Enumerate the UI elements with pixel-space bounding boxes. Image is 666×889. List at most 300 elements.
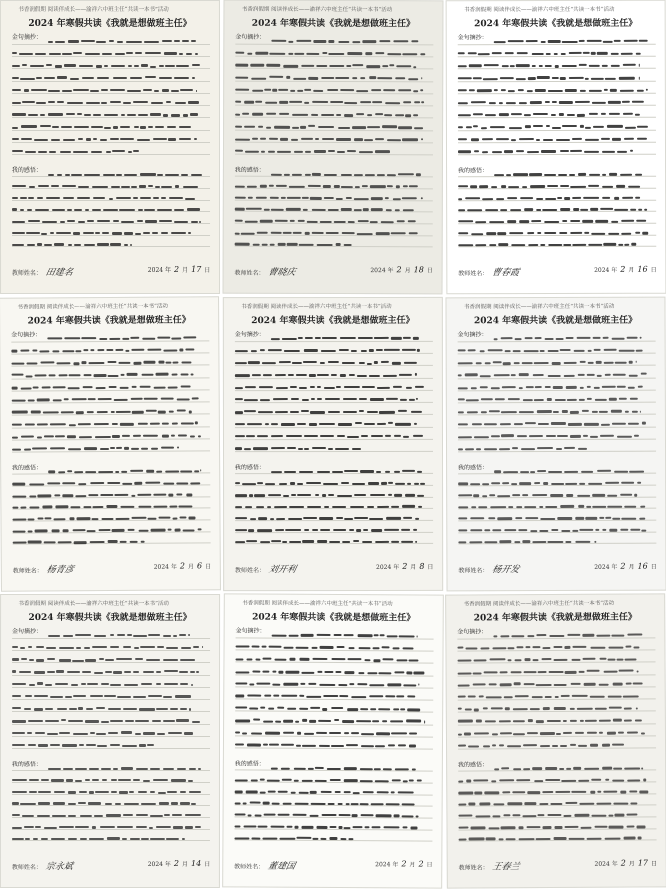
handwriting-stroke [562,780,576,782]
handwriting-stroke [417,471,422,473]
handwriting-stroke [572,695,588,697]
handwriting-stroke [12,436,18,438]
handwriting-stroke [588,350,592,352]
handwriting-stroke [27,399,34,401]
handwriting-stroke [567,114,575,116]
handwriting-stroke [624,411,629,413]
handwriting-stroke [402,826,407,828]
handwriting-stroke [252,670,260,672]
handwriting-stroke [20,646,25,648]
handwriting-stroke [376,52,385,54]
handwriting-stroke [546,125,550,127]
handwriting-stroke [69,374,81,376]
handwriting-stroke [352,77,357,79]
handwriting-stroke [519,838,534,840]
handwriting-stroke [415,386,424,388]
ruled-line [458,414,656,416]
handwriting-stroke [354,494,367,496]
sheet-title: 2024 年寒假共读《我就是想做班主任》 [225,610,443,624]
handwriting-stroke [78,802,85,804]
handwriting-stroke [481,411,488,413]
handwriting-stroke [388,482,393,484]
handwriting-stroke [458,780,464,782]
ruled-line [458,68,656,70]
handwriting-stroke [564,362,577,364]
handwriting-stroke [573,208,579,210]
handwriting-stroke [398,744,406,746]
handwriting-stroke [28,541,41,543]
handwriting-stroke [305,174,311,176]
handwriting-stroke [562,41,577,43]
handwriting-stroke [589,482,602,484]
handwriting-stroke [156,671,161,673]
ruled-line [12,662,210,663]
handwriting-stroke [559,232,567,234]
handwriting-stroke [516,646,523,648]
handwriting-stroke [302,65,315,67]
handwriting-stroke [538,671,547,673]
handwriting-stroke [594,349,601,351]
sheet-title: 2024 年寒假共读《我就是想做班主任》 [447,16,665,30]
handwriting-stroke [130,838,140,840]
handwriting-stroke [500,635,510,637]
sheet-footer [12,859,210,872]
handwriting-stroke [344,114,353,116]
handwriting-stroke [458,436,472,438]
handwriting-stroke [252,90,263,92]
handwriting-stroke [550,635,565,637]
handwriting-stroke [37,436,42,438]
handwriting-stroke [458,185,468,187]
handwriting-stroke [52,815,65,817]
handwriting-stroke [404,361,417,363]
handwriting-stroke [37,495,51,497]
handwriting-stroke [391,791,395,793]
handwriting-stroke [253,447,269,449]
handwriting-stroke [310,791,317,793]
quote-label: 金句摘抄： [12,626,42,635]
handwriting-stroke [372,720,379,722]
handwriting-stroke [124,684,139,686]
handwriting-stroke [310,707,320,709]
handwriting-stroke [465,448,474,450]
handwriting-stroke [170,708,178,710]
handwriting-stroke [12,814,20,816]
handwriting-stroke [72,529,85,531]
handwriting-stroke [143,732,154,734]
handwriting-stroke [622,232,632,234]
handwriting-stroke [508,803,522,805]
quote-label: 金句摘抄： [236,625,266,634]
handwriting-stroke [12,720,26,722]
handwriting-stroke [513,768,521,770]
handwriting-stroke [273,398,288,400]
handwriting-stroke [535,89,546,91]
teacher-signature: 王春兰 [491,859,521,872]
handwriting-stroke [84,374,91,376]
handwriting-stroke [62,90,72,92]
handwriting-stroke [133,671,139,673]
handwriting-stroke [88,494,98,496]
ruled-line [235,56,433,58]
handwriting-stroke [12,65,20,67]
day-label: 日 [205,564,211,571]
handwriting-stroke [283,231,292,233]
handwriting-stroke [288,374,294,376]
handwriting-stroke [93,374,106,376]
handwriting-stroke [61,719,66,721]
handwriting-stroke [457,672,471,674]
handwriting-stroke [312,101,327,103]
ruled-line [235,154,433,156]
handwriting-stroke [591,52,595,54]
handwriting-stroke [103,174,115,176]
handwriting-stroke [490,506,506,508]
handwriting-stroke [476,448,482,450]
handwriting-stroke [458,387,468,389]
handwriting-stroke [186,348,194,350]
handwriting-stroke [480,350,485,352]
handwriting-stroke [121,221,134,223]
handwriting-stroke [250,802,261,804]
date-day: 6 [197,562,202,571]
handwriting-stroke [56,232,71,234]
handwriting-stroke [339,349,350,351]
handwriting-stroke [117,696,131,698]
handwriting-stroke [134,126,139,128]
handwriting-stroke [48,174,55,176]
handwriting-stroke [134,647,138,649]
handwriting-stroke [544,232,555,234]
handwriting-stroke [51,185,58,187]
handwriting-stroke [584,232,589,234]
handwriting-stroke [612,719,621,721]
handwriting-stroke [244,410,256,412]
handwriting-stroke [357,375,367,377]
handwriting-stroke [615,814,625,816]
handwriting-stroke [512,447,518,449]
handwriting-stroke [587,398,592,400]
handwriting-stroke [185,198,194,200]
handwriting-stroke [625,126,635,128]
handwriting-stroke [246,435,254,437]
handwriting-stroke [370,197,383,199]
handwriting-stroke [12,791,27,793]
quote-label: 金句摘抄： [12,32,42,41]
handwriting-stroke [343,244,351,246]
handwriting-stroke [277,518,285,520]
handwriting-stroke [279,101,287,103]
handwriting-stroke [367,114,373,116]
sheet-header: 书香润假期 阅读伴成长——渝祥六中班主任“共读一本书”活动 [18,5,168,13]
handwriting-stroke [513,173,528,175]
handwriting-stroke [59,826,73,828]
handwriting-stroke [577,708,593,710]
handwriting-stroke [354,138,363,140]
handwriting-stroke [118,362,131,364]
handwriting-stroke [301,780,313,782]
handwriting-stroke [536,634,547,636]
handwriting-stroke [566,386,577,388]
handwriting-stroke [365,659,371,661]
handwriting-stroke [133,435,141,437]
handwriting-stroke [548,350,559,352]
handwriting-stroke [235,671,249,673]
ruled-line [458,389,656,391]
handwriting-stroke [464,733,471,735]
handwriting-stroke [181,422,193,424]
handwriting-stroke [38,151,46,153]
handwriting-stroke [299,658,309,660]
handwriting-stroke [619,77,635,79]
handwriting-stroke [354,198,369,200]
handwriting-stroke [513,683,520,685]
handwriting-stroke [244,825,257,827]
handwriting-stroke [630,398,638,400]
handwriting-stroke [311,398,315,400]
handwriting-stroke [166,838,179,840]
handwriting-stroke [277,243,286,245]
handwriting-stroke [458,77,472,79]
handwriting-stroke [12,744,25,746]
handwriting-stroke [359,410,364,412]
handwriting-stroke [94,672,103,674]
handwriting-stroke [641,732,645,734]
handwriting-stroke [183,114,188,116]
handwriting-stroke [235,517,247,519]
handwriting-stroke [268,349,282,351]
handwriting-stroke [40,125,51,127]
handwriting-stroke [564,826,579,828]
handwriting-stroke [543,482,548,484]
handwriting-stroke [491,387,500,389]
sheet-title: 2024 年寒假共读《我就是想做班主任》 [447,313,665,327]
handwriting-stroke [477,90,492,92]
handwriting-stroke [545,506,556,508]
handwriting-stroke [21,387,32,389]
handwriting-stroke [599,719,611,721]
handwriting-stroke [143,232,150,234]
ruled-line [458,142,656,144]
handwriting-stroke [602,64,607,66]
ruled-line [458,188,656,190]
handwriting-stroke [12,683,26,685]
ruled-line [12,817,210,818]
handwriting-stroke [415,518,419,520]
reading-note-sheet [0,296,221,591]
handwriting-stroke [617,151,627,153]
handwriting-stroke [403,337,411,339]
handwriting-stroke [132,411,143,413]
handwriting-stroke [485,114,496,116]
handwriting-stroke [316,386,320,388]
handwriting-stroke [157,209,172,211]
handwriting-stroke [138,505,152,507]
handwriting-stroke [315,767,324,769]
handwriting-stroke [113,77,128,79]
handwriting-stroke [163,114,168,116]
handwriting-stroke [493,647,506,649]
handwriting-stroke [124,174,137,176]
ruled-line [458,508,656,510]
handwriting-stroke [124,244,128,246]
handwriting-stroke [413,66,416,68]
handwriting-stroke [570,720,577,722]
handwriting-stroke [364,139,373,141]
handwriting-stroke [176,494,183,496]
handwriting-stroke [66,113,75,115]
handwriting-stroke [86,708,94,710]
quote-handwriting [457,328,656,457]
date-line [370,265,433,274]
handwriting-stroke [528,792,540,794]
handwriting-stroke [297,483,303,485]
handwriting-stroke [116,174,122,176]
handwriting-stroke [363,529,368,531]
handwriting-stroke [314,779,326,781]
handwriting-stroke [614,40,621,42]
handwriting-stroke [544,101,550,103]
handwriting-stroke [533,125,542,127]
handwriting-stroke [501,89,505,91]
handwriting-stroke [38,744,48,746]
ruled-line [235,341,433,342]
handwriting-stroke [468,838,484,840]
handwriting-stroke [569,708,574,710]
handwriting-stroke [320,362,325,364]
handwriting-stroke [414,90,419,92]
handwriting-stroke [375,541,388,543]
handwriting-stroke [610,53,618,55]
handwriting-stroke [629,374,638,376]
handwriting-stroke [283,65,298,67]
handwriting-stroke [288,53,293,55]
sheet-header: 书香润假期 阅读伴成长——渝祥六中班主任“共读一本书”活动 [464,5,614,13]
handwriting-stroke [190,373,193,375]
date-month: 2 [174,265,179,274]
handwriting-stroke [483,198,494,200]
handwriting-stroke [122,745,137,747]
handwriting-stroke [47,733,58,735]
handwriting-stroke [388,744,394,746]
date-line [594,859,657,868]
handwriting-stroke [297,732,301,734]
handwriting-stroke [244,448,251,450]
handwriting-stroke [279,483,287,485]
handwriting-stroke [278,88,288,90]
handwriting-stroke [529,244,539,246]
handwriting-stroke [329,732,341,734]
handwriting-stroke [413,529,418,531]
handwriting-stroke [513,362,519,364]
teacher-label: 教师姓名： [234,864,264,871]
handwriting-stroke [308,375,315,377]
handwriting-stroke [176,65,189,67]
handwriting-stroke [370,398,383,400]
handwriting-stroke [78,138,83,140]
handwriting-stroke [48,90,60,92]
handwriting-stroke [395,114,404,116]
handwriting-stroke [58,471,64,473]
handwriting-stroke [334,221,346,223]
handwriting-stroke [532,646,540,648]
handwriting-stroke [324,387,335,389]
handwriting-stroke [55,435,65,437]
ruled-line [235,698,433,700]
handwriting-stroke [328,448,332,450]
handwriting-stroke [78,221,85,223]
handwriting-stroke [177,399,190,401]
handwriting-stroke [242,113,249,115]
handwriting-stroke [36,659,44,661]
handwriting-stroke [29,791,37,793]
handwriting-stroke [292,362,302,364]
handwriting-stroke [110,684,121,686]
handwriting-stroke [614,767,622,769]
handwriting-stroke [281,744,294,746]
ruled-line [12,805,210,806]
handwriting-stroke [458,448,463,450]
handwriting-stroke [567,399,576,401]
handwriting-stroke [363,791,374,793]
ruled-line [235,176,433,178]
handwriting-stroke [161,435,169,437]
handwriting-stroke [631,411,637,413]
handwriting-stroke [349,529,354,531]
handwriting-stroke [624,719,632,721]
handwriting-stroke [57,174,62,176]
handwriting-stroke [265,88,271,90]
handwriting-stroke [458,412,464,414]
handwriting-stroke [12,127,18,129]
handwriting-stroke [458,126,464,128]
handwriting-stroke [387,684,401,686]
reflection-handwriting [458,758,657,847]
handwriting-stroke [311,114,318,116]
handwriting-stroke [395,483,405,485]
handwriting-stroke [375,780,389,782]
handwriting-stroke [70,506,80,508]
handwriting-stroke [573,530,578,532]
quote-handwriting [12,32,210,161]
handwriting-stroke [92,186,108,188]
handwriting-stroke [473,77,482,79]
handwriting-stroke [579,483,585,485]
date-month: 2 [180,562,185,571]
handwriting-stroke [245,506,252,508]
handwriting-stroke [176,719,189,721]
handwriting-stroke [411,41,418,43]
handwriting-stroke [150,529,166,531]
handwriting-stroke [478,506,488,508]
handwriting-stroke [73,52,82,54]
month-label: 月 [409,862,415,869]
handwriting-stroke [22,101,35,103]
handwriting-stroke [73,695,86,697]
ruled-line [458,473,656,475]
handwriting-stroke [351,696,366,698]
ruled-line [235,637,433,639]
handwriting-stroke [43,411,58,413]
handwriting-stroke [493,635,497,637]
handwriting-stroke [564,470,578,472]
handwriting-stroke [312,647,317,649]
handwriting-stroke [100,139,108,141]
handwriting-stroke [235,720,250,722]
handwriting-stroke [513,708,528,710]
handwriting-stroke [621,53,633,55]
handwriting-stroke [547,185,558,187]
